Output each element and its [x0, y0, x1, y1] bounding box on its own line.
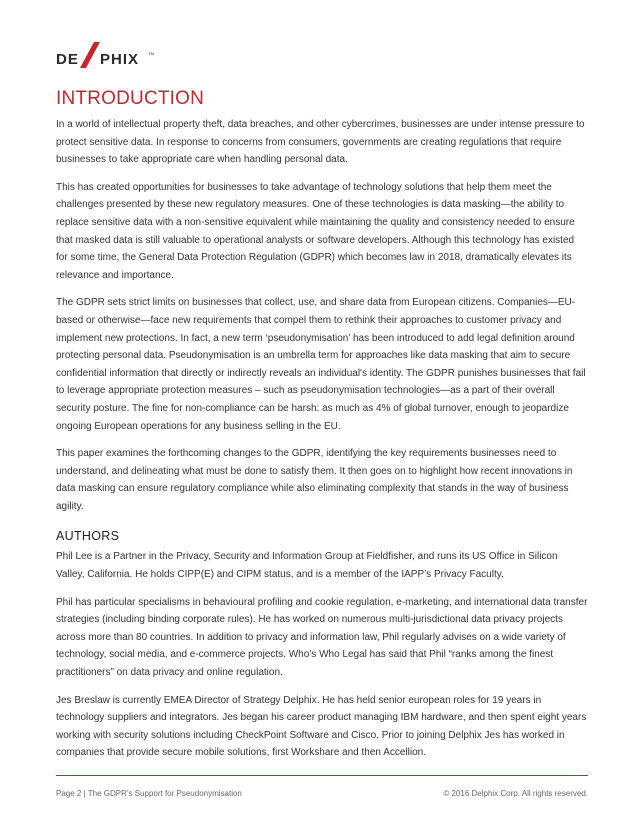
svg-text:TM: TM	[148, 51, 154, 56]
authors-heading: AUTHORS	[56, 529, 120, 544]
svg-text:PHIX: PHIX	[100, 51, 140, 68]
footer-page-info: Page 2 | The GDPR’s Support for Pseudonymisation	[56, 789, 242, 798]
page-content	[56, 88, 588, 772]
footer-divider	[56, 775, 588, 776]
introduction-heading: INTRODUCTION	[56, 88, 205, 109]
authors-paragraph-1: Phil Lee is a Partner in the Privacy, Security and Information Group at Fieldfisher, and runs its US Office in Silicon Valley, California. He holds CIPP(E) and CIPM status, and is a member of the IAPP’s Privacy Faculty.	[56, 551, 558, 581]
page-footer	[56, 789, 588, 798]
intro-paragraph-2: This has created opportunities for businesses to take advantage of technology solutions that help them meet the challenges presented by these new regulatory measures. One of these technologies is data masking—the ability to replace sensitive data with a non-sensitive equivalent while maintaining the quality and consistency needed to ensure that masked data is still valuable to operational analysts or software developers. Although this technology has existed for some time, the General Data Protection Regulation (GDPR) which becomes law in 2018, dramatically elevates its relevance and importance.	[56, 181, 575, 281]
delphix-logo-mark	[56, 38, 176, 72]
intro-paragraph-3: The GDPR sets strict limits on businesses that collect, use, and share data from European citizens. Companies—EU-based or otherwise—face new requirements that compel them to rethink their approaches to customer privacy and implement new protections. In fact, a new term ‘pseudonymisation’ has been introduced to add legal definition around protecting personal data. Pseudonymisation is an umbrella term for approaches like data masking that aim to secure confidential information that directly or indirectly reveals an individual's identity. The GDPR punishes businesses that fail to leverage appropriate protection measures – such as pseudonymisation technologies—as a part of their overall security posture. The fine for non-compliance can be harsh: as much as 4% of global turnover, enough to jeopardize ongoing European operations for any business selling in the EU.	[56, 297, 586, 432]
delphix-logo	[56, 38, 176, 72]
authors-paragraph-3: Jes Breslaw is currently EMEA Director of Strategy Delphix. He has held senior european roles for 19 years in technology suppliers and integrators. Jes began his career product managing IBM hardware, and then spent eight years working with security solutions including CheckPoint Software and Cisco. Prior to joining Delphix Jes has worked in companies that provide secure mobile solutions, first Workshare and then Accellion.	[56, 694, 587, 759]
intro-paragraph-1: In a world of intellectual property theft, data breaches, and other cybercrimes, businesses are under intense pressure to protect sensitive data. In response to concerns from consumers, governments are creating regulations that require businesses to take appropriate care when handling personal data.	[56, 119, 585, 166]
intro-paragraph-4: This paper examines the forthcoming changes to the GDPR, identifying the key requirements businesses need to understand, and delineating what must be done to satisfy them. It then goes on to highlight how recent innovations in data masking can ensure regulatory compliance while also eliminating complexity that stands in the way of business agility.	[56, 448, 573, 512]
svg-text:DE: DE	[56, 51, 79, 68]
authors-paragraph-2: Phil has particular specialisms in behavioural profiling and cookie regulation, e-marketing, and international data transfer strategies (including binding corporate rules). He has worked on numerous multi-jurisdictional data privacy projects across more than 80 countries. In addition to privacy and information law, Phil regularly advises on a wide variety of technology, social media, and e-commerce projects. Who’s Who Legal has said that Phil “ranks among the finest practitioners” on data privacy and online regulation.	[56, 596, 588, 679]
footer-copyright: © 2016 Delphix Corp. All rights reserved.	[443, 789, 588, 798]
